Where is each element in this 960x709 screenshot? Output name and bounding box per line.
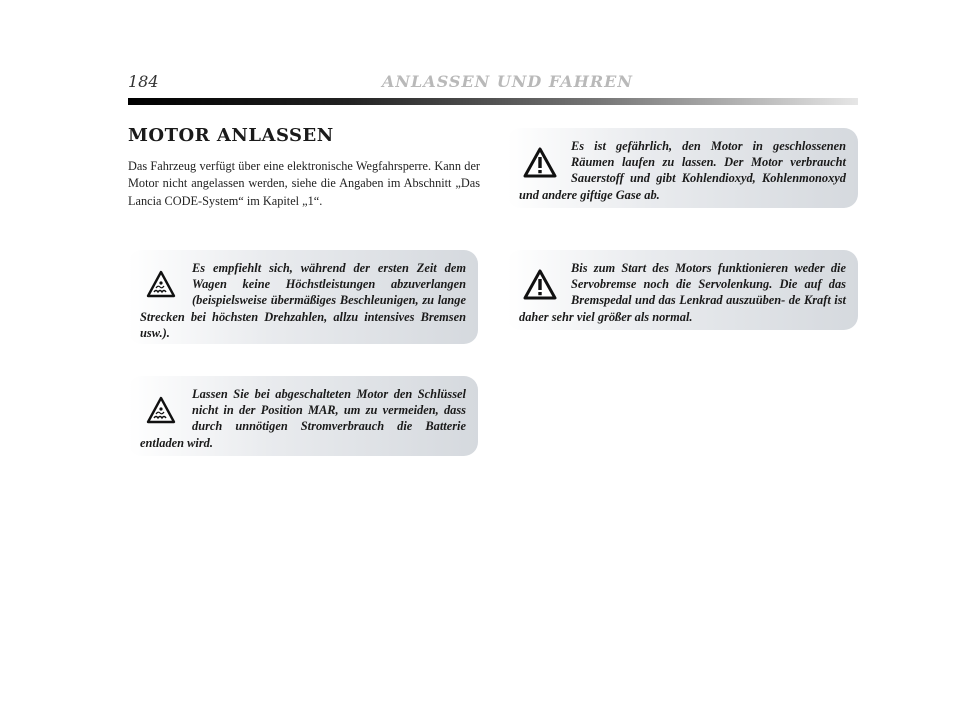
- environment-note: [128, 376, 478, 456]
- header-rule: [128, 98, 858, 105]
- warning-note: [507, 250, 858, 330]
- warning-icon: [519, 140, 561, 184]
- environment-note-text: Es empfiehlt sich, während der ersten Zeit dem Wagen keine Höchstleistungen abzuverlangen (beispielsweise übermäßiges Beschleunigen, zu lange Strecken bei höchsten Drehzahlen, allzu intensives Bremsen usw.).: [140, 261, 466, 340]
- warning-icon: [519, 262, 561, 306]
- environment-icon: [140, 262, 182, 306]
- environment-note-text: Lassen Sie bei abgeschalteten Motor den Schlüssel nicht in der Position MAR, um zu vermeiden, dass durch unnötigen Stromverbrauch die Batterie entladen wird.: [140, 387, 466, 450]
- warning-note-text: Bis zum Start des Motors funktionieren weder die Servobremse noch die Servolenkung. Die auf das Bremspedal und das Lenkrad auszuüben- de Kraft ist daher sehr viel größer als normal.: [519, 261, 846, 324]
- environment-icon: [140, 388, 182, 432]
- warning-note-text: Es ist gefährlich, den Motor in geschlossenen Räumen laufen zu lassen. Der Motor verbraucht Sauerstoff und gibt Kohlendioxyd, Kohlenmonoxyd und andere giftige Gase ab.: [519, 139, 846, 202]
- environment-note: [128, 250, 478, 344]
- section-body: Das Fahrzeug verfügt über eine elektronische Wegfahrsperre. Kann der Motor nicht angelassen werden, siehe die Angaben im Abschnitt „Das Lancia CODE-System“ im Kapitel „1“.: [128, 159, 480, 208]
- section-title: MOTOR ANLASSEN: [128, 125, 334, 146]
- page-number: 184: [128, 72, 159, 91]
- warning-note: [507, 128, 858, 208]
- chapter-title: ANLASSEN UND FAHREN: [382, 72, 633, 91]
